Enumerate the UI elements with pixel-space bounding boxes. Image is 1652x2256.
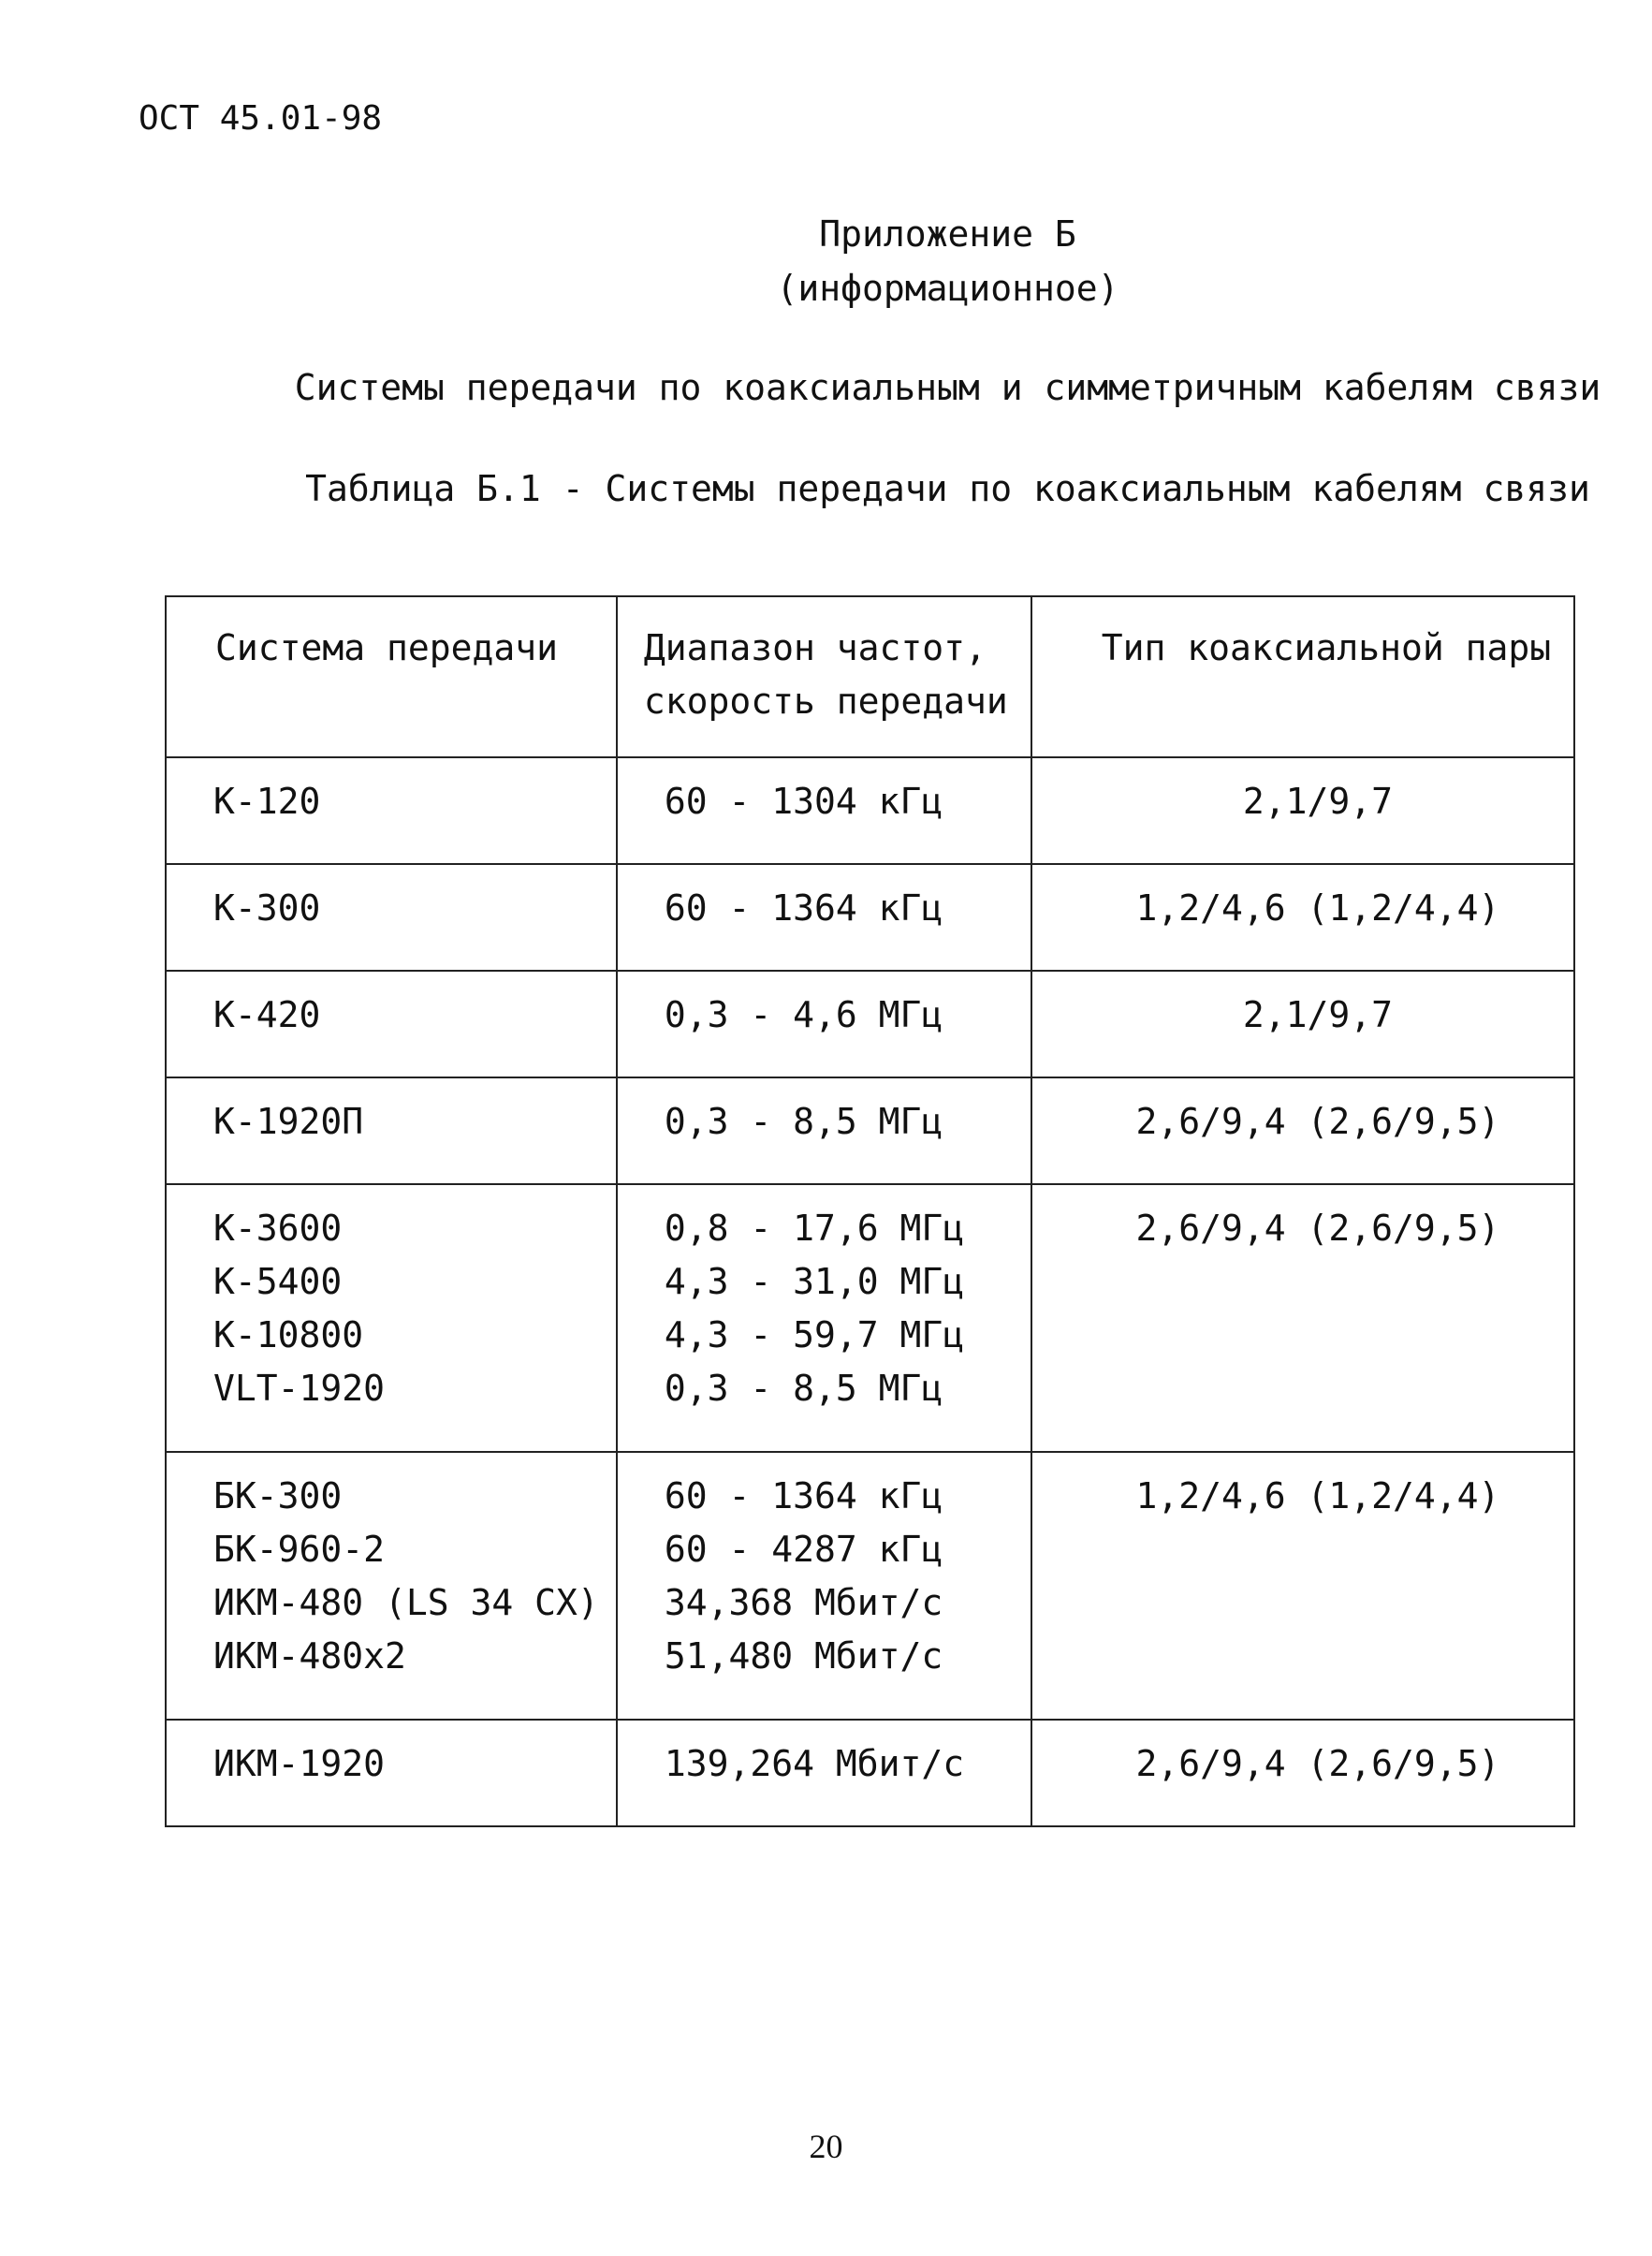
table-caption: Таблица Б.1 - Системы передачи по коаксиальным кабелям связи <box>305 468 1590 509</box>
table-header-row <box>166 596 1574 757</box>
table-row <box>166 1720 1574 1826</box>
table-row <box>166 1184 1574 1452</box>
table-row <box>166 757 1574 864</box>
cell-range: 60 - 1364 кГц <box>617 864 1031 971</box>
cell-pair-type: 2,6/9,4 (2,6/9,5) <box>1031 1184 1574 1452</box>
cell-range: 0,8 - 17,6 МГц 4,3 - 31,0 МГц 4,3 - 59,7 МГц 0,3 - 8,5 МГц <box>617 1184 1031 1452</box>
column-header-system: Система передачи <box>166 596 617 757</box>
transmission-systems-table <box>165 595 1575 1827</box>
column-header-pair: Тип коаксиальной пары <box>1031 596 1574 757</box>
cell-range: 60 - 1364 кГц 60 - 4287 кГц 34,368 Мбит/с 51,480 Мбит/с <box>617 1452 1031 1720</box>
cell-system: БК-300 БК-960-2 ИКМ-480 (LS 34 CX) ИКМ-480х2 <box>166 1452 617 1720</box>
table-row <box>166 864 1574 971</box>
cell-pair-type: 2,6/9,4 (2,6/9,5) <box>1031 1077 1574 1184</box>
appendix-title: Приложение Б <box>819 213 1076 255</box>
cell-system: К-3600 К-5400 К-10800 VLT-1920 <box>166 1184 617 1452</box>
cell-pair-type: 2,1/9,7 <box>1031 757 1574 864</box>
cell-system: ИКМ-1920 <box>166 1720 617 1826</box>
page-number: 20 <box>809 2128 843 2165</box>
cell-range: 139,264 Мбит/с <box>617 1720 1031 1826</box>
cell-system: К-420 <box>166 971 617 1077</box>
cell-pair-type: 1,2/4,6 (1,2/4,4) <box>1031 864 1574 971</box>
cell-system: К-120 <box>166 757 617 864</box>
table-row <box>166 1077 1574 1184</box>
cell-range: 0,3 - 8,5 МГц <box>617 1077 1031 1184</box>
cell-system: К-300 <box>166 864 617 971</box>
document-code: ОСТ 45.01-98 <box>139 99 383 138</box>
appendix-subtitle: (информационное) <box>776 268 1119 309</box>
cell-pair-type: 1,2/4,6 (1,2/4,4) <box>1031 1452 1574 1720</box>
cell-pair-type: 2,1/9,7 <box>1031 971 1574 1077</box>
table-row <box>166 1452 1574 1720</box>
table-row <box>166 971 1574 1077</box>
cell-pair-type: 2,6/9,4 (2,6/9,5) <box>1031 1720 1574 1826</box>
cell-system: К-1920П <box>166 1077 617 1184</box>
section-title: Системы передачи по коаксиальным и симметричным кабелям связи <box>294 367 1601 408</box>
cell-range: 0,3 - 4,6 МГц <box>617 971 1031 1077</box>
column-header-range: Диапазон частот, скорость передачи <box>617 596 1031 757</box>
cell-range: 60 - 1304 кГц <box>617 757 1031 864</box>
